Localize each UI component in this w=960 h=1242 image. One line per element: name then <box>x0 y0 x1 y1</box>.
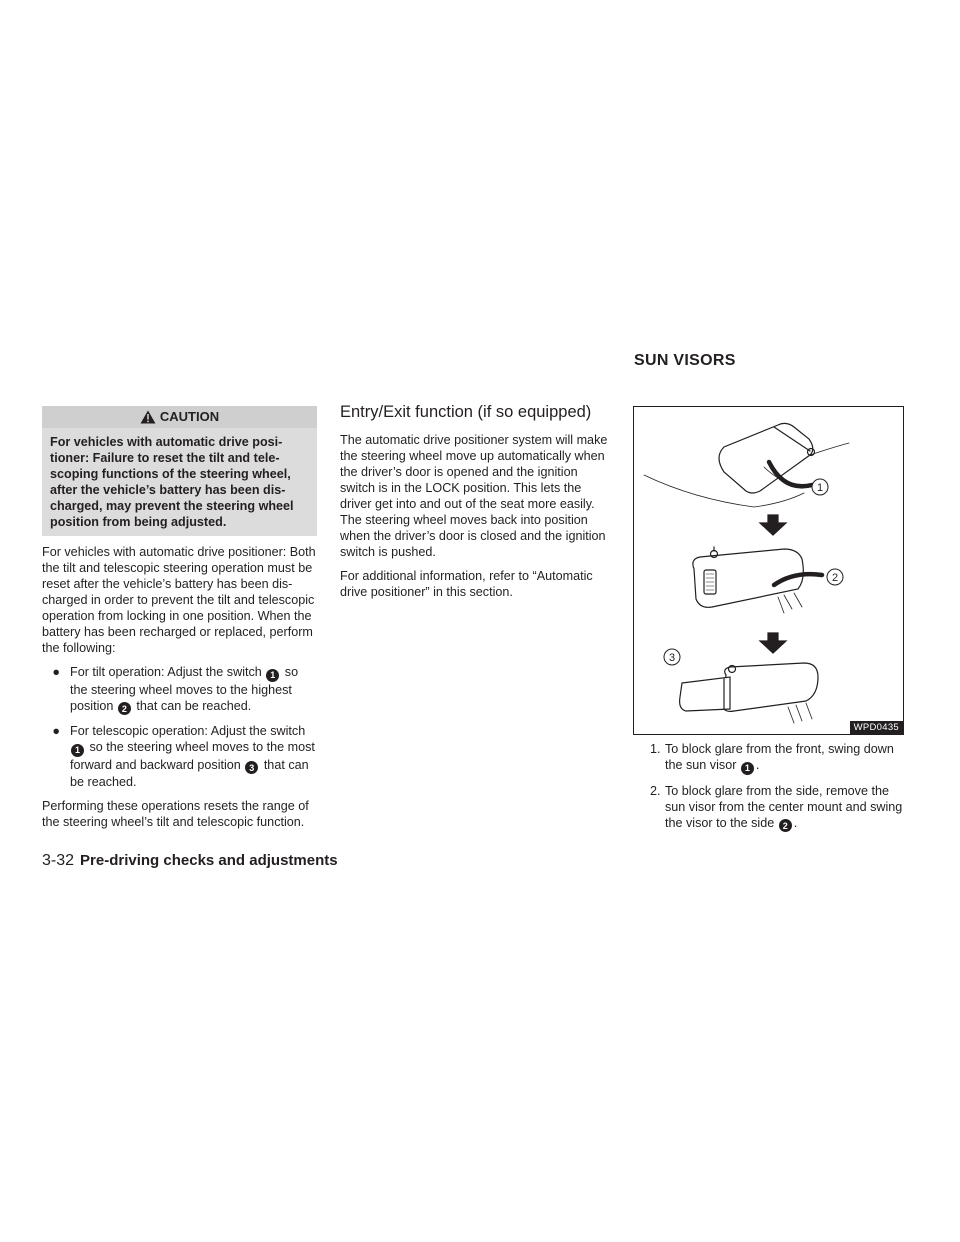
warning-icon <box>140 410 156 424</box>
list-item <box>650 741 907 775</box>
column-left <box>42 406 317 838</box>
sun-visor-illustration <box>633 406 904 735</box>
callout-marker: 3 <box>245 761 258 774</box>
list-item <box>42 723 317 790</box>
step-number: 2. <box>650 783 661 798</box>
bullet-icon: ● <box>52 724 60 738</box>
paragraph: For vehicles with automatic drive positioner: Both the tilt and telescopic steering operation must be reset after the vehicle’s battery has been dis- charged in order to prevent the tilt and telescopic operation from locking in one position. When the battery has been recharged or replaced, perform the following: <box>42 545 316 655</box>
caution-label: CAUTION <box>159 409 220 424</box>
bullet-text: that can be reached. <box>70 757 309 789</box>
paragraph: The automatic drive positioner system will make the steering wheel move up automatically when the driver’s door is opened and the ignition switch is in the LOCK position. This lets the driver get into and out of the seat more easily. The steering wheel moves back into position when the driver’s door is closed and the ignition switch is pushed. <box>340 433 608 559</box>
paragraph: Performing these operations resets the range of the steering wheel’s tilt and telescopic function. <box>42 799 309 829</box>
step-text: To block glare from the front, swing down the sun visor <box>665 742 894 772</box>
paragraph: For additional information, refer to “Automatic drive positioner” in this section. <box>340 569 593 599</box>
page-footer <box>42 852 338 870</box>
bullet-text: so the steering wheel moves to the highest position <box>70 665 299 713</box>
callout-marker: 1 <box>741 762 754 775</box>
sun-visor-drawing <box>634 407 903 734</box>
callout-label: 1 <box>816 482 824 494</box>
caution-text: For vehicles with automatic drive posi- tioner: Failure to reset the tilt and tele- scoping functions of the steering wheel, after the vehicle’s battery has been dis- charged, may prevent the steering wheel position from being adjusted. <box>50 435 294 529</box>
bullet-text: For telescopic operation: Adjust the switch <box>70 724 306 738</box>
callout-label: 3 <box>668 652 676 664</box>
list-item <box>42 664 317 715</box>
page-number: 3-32 <box>42 852 75 869</box>
step-number: 1. <box>650 742 661 756</box>
callout-label: 2 <box>831 572 839 584</box>
bullet-icon: ● <box>52 665 60 679</box>
list-item <box>650 783 907 833</box>
bullet-text: For tilt operation: Adjust the switch <box>70 665 262 679</box>
callout-marker: 1 <box>71 744 84 757</box>
section-heading: SUN VISORS <box>634 352 736 369</box>
steps-list <box>650 741 907 840</box>
chapter-title: Pre-driving checks and adjustments <box>80 852 338 869</box>
callout-marker: 1 <box>266 669 279 682</box>
bullet-text: that can be reached. <box>136 698 252 713</box>
step-end: . <box>755 758 760 772</box>
column-middle <box>340 402 613 608</box>
subsection-heading: Entry/Exit function (if so equipped) <box>340 403 592 421</box>
step-text: To block glare from the side, remove the sun visor from the center mount and swing the visor to the side <box>665 783 903 830</box>
callout-marker: 2 <box>118 702 131 715</box>
caution-header <box>42 406 317 428</box>
callout-marker: 2 <box>779 819 792 832</box>
step-end: . <box>793 815 798 830</box>
bullet-text: so the steering wheel moves to the most forward and backward position <box>70 740 315 772</box>
figure-caption: WPD0435 <box>850 721 903 734</box>
caution-box <box>42 406 317 536</box>
